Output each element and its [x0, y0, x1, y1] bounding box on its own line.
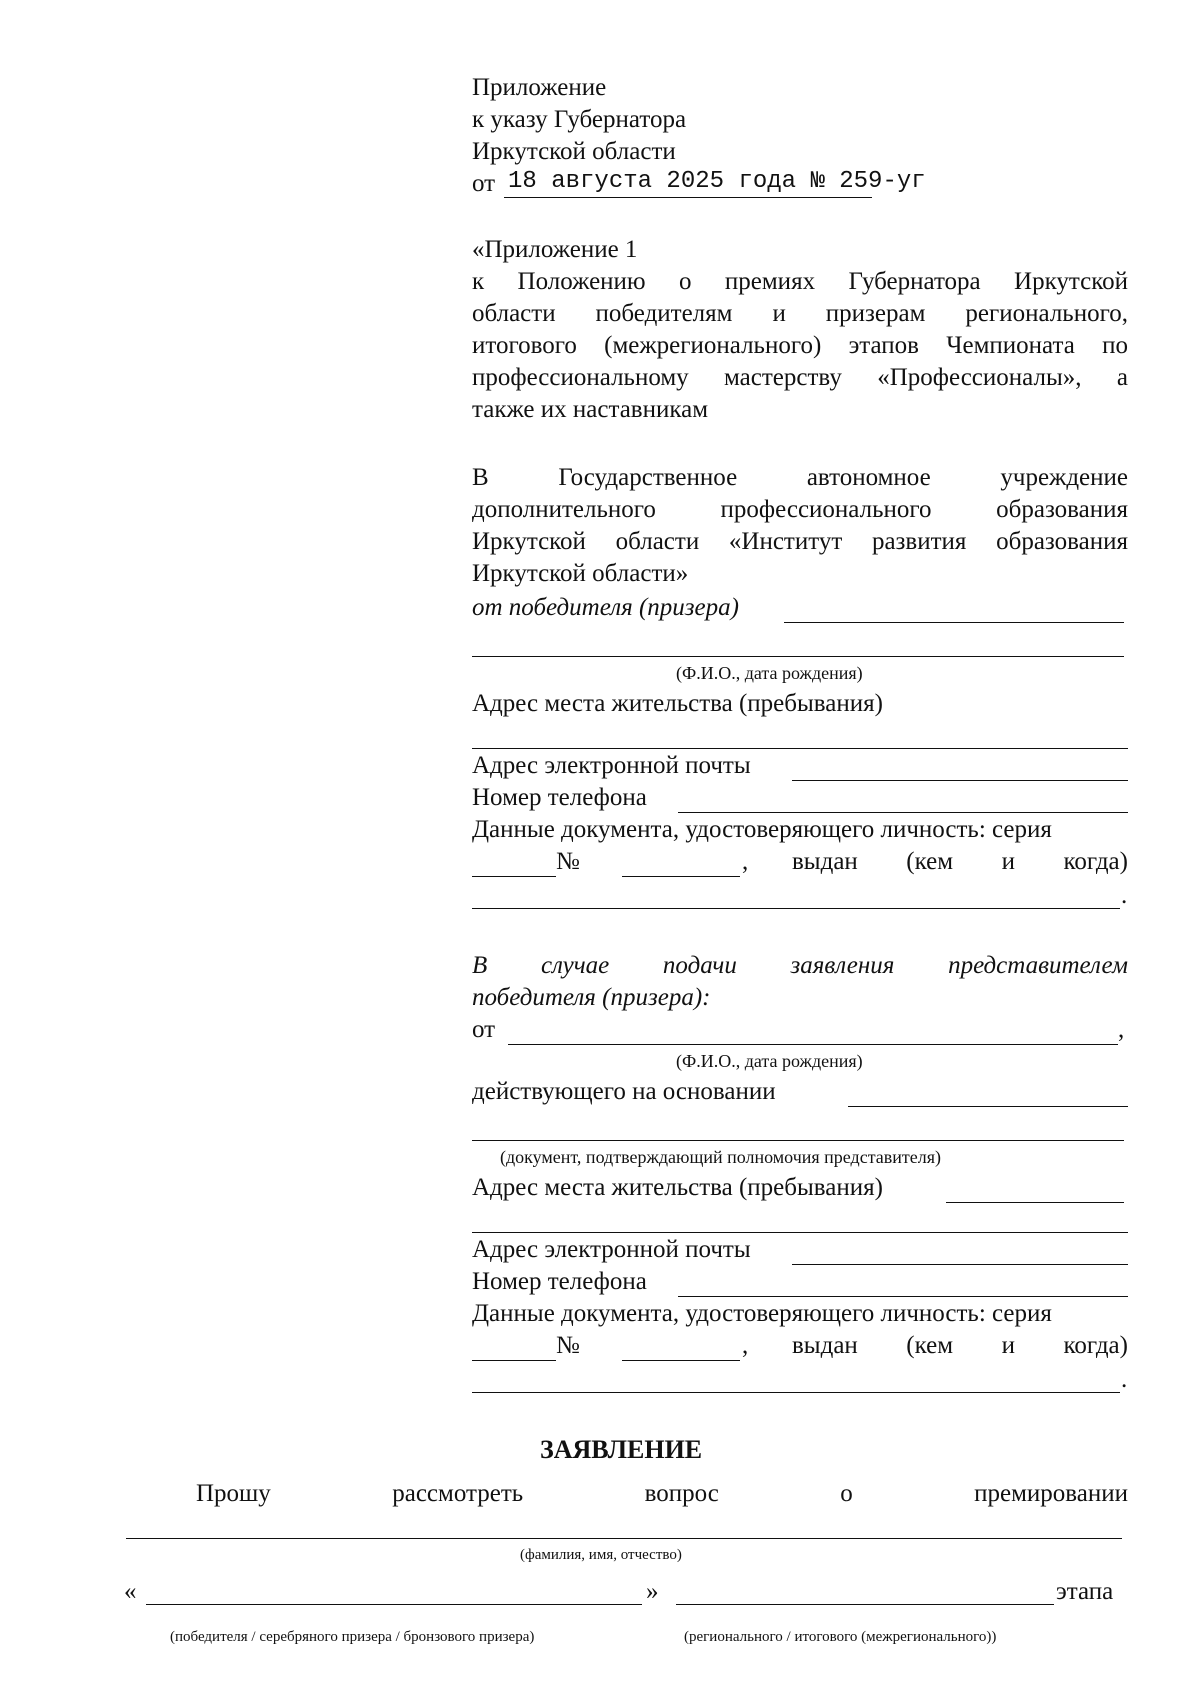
statement-rank-field[interactable] [146, 1604, 642, 1605]
representative-intro-line-2: победителя (призера): [472, 984, 711, 1011]
winner-end-dot: . [1121, 882, 1128, 909]
representative-address-field[interactable] [946, 1202, 1124, 1203]
appendix-para-line-4: профессиональному мастерству «Профессионалы», а [472, 364, 1128, 391]
statement-stage-field[interactable] [676, 1604, 1054, 1605]
representative-basis-field-2[interactable] [472, 1140, 1124, 1141]
representative-end-dot: . [1121, 1366, 1128, 1393]
appendix-para-last: также их наставникам [472, 396, 709, 423]
representative-basis-label: действующего на основании [472, 1078, 776, 1105]
winner-phone-label: Номер телефона [472, 784, 647, 811]
statement-open-quote: « [124, 1578, 137, 1605]
representative-basis-field[interactable] [848, 1106, 1128, 1107]
representative-address-field-2[interactable] [472, 1232, 1128, 1233]
representative-series-field[interactable] [472, 1360, 556, 1361]
winner-number-sign: № [556, 848, 580, 875]
representative-email-label: Адрес электронной почты [472, 1236, 751, 1263]
representative-number-field[interactable] [622, 1360, 740, 1361]
representative-number-sign: № [556, 1332, 580, 1359]
header-line-1: Приложение [472, 74, 607, 101]
recipient-line-3: Иркутской области «Институт развития образования [472, 528, 1128, 555]
representative-phone-field[interactable] [678, 1296, 1128, 1297]
statement-close-quote: » [646, 1578, 659, 1605]
winner-phone-field[interactable] [678, 812, 1128, 813]
statement-first-line: Прошу рассмотреть вопрос о премировании [196, 1480, 1128, 1507]
header-date-prefix: от [472, 170, 496, 197]
appendix-para-line-3: итогового (межрегионального) этапов Чемпионата по [472, 332, 1128, 359]
winner-issued-text: выдан (кем и когда) [792, 848, 1128, 875]
header-date-value: 18 августа 2025 года № 259-уг [508, 168, 926, 195]
representative-fio-hint: (Ф.И.О., дата рождения) [676, 1051, 863, 1071]
winner-email-label: Адрес электронной почты [472, 752, 751, 779]
statement-name-field[interactable] [126, 1538, 1122, 1539]
winner-from-label: от победителя (призера) [472, 594, 739, 621]
winner-number-comma: , [742, 848, 749, 875]
header-line-3: Иркутской области [472, 138, 676, 165]
winner-issued-field[interactable] [472, 908, 1120, 909]
recipient-line-2: дополнительного профессионального образования [472, 496, 1128, 523]
winner-series-field[interactable] [472, 876, 556, 877]
winner-number-field[interactable] [622, 876, 740, 877]
representative-issued-text: выдан (кем и когда) [792, 1332, 1128, 1359]
representative-intro-line-1: В случае подачи заявления представителем [472, 952, 1128, 979]
recipient-line-4: Иркутской области» [472, 560, 689, 587]
recipient-line-1: В Государственное автономное учреждение [472, 464, 1128, 491]
statement-stage-word: этапа [1056, 1578, 1114, 1605]
representative-doc-label: Данные документа, удостоверяющего личность: серия [472, 1300, 1052, 1327]
statement-rank-hint: (победителя / серебряного призера / бронзового призера) [170, 1629, 535, 1645]
representative-phone-label: Номер телефона [472, 1268, 647, 1295]
winner-address-label: Адрес места жительства (пребывания) [472, 690, 883, 717]
appendix-para-line-1: к Положению о премиях Губернатора Иркутской [472, 268, 1128, 295]
winner-email-field[interactable] [792, 780, 1128, 781]
appendix-para-line-2: области победителям и призерам регионального, [472, 300, 1128, 327]
representative-from-label: от [472, 1016, 496, 1043]
representative-number-comma: , [742, 1332, 749, 1359]
winner-fio-hint: (Ф.И.О., дата рождения) [676, 663, 863, 683]
representative-email-field[interactable] [792, 1264, 1128, 1265]
statement-title: ЗАЯВЛЕНИЕ [540, 1435, 703, 1464]
representative-name-field[interactable] [508, 1044, 1118, 1045]
representative-basis-hint: (документ, подтверждающий полномочия представителя) [500, 1147, 942, 1167]
date-underline [504, 197, 872, 198]
statement-name-hint: (фамилия, имя, отчество) [520, 1547, 682, 1563]
statement-stage-hint: (регионального / итогового (межрегионального)) [684, 1629, 997, 1645]
winner-name-field-2[interactable] [472, 656, 1124, 657]
winner-name-field[interactable] [784, 622, 1124, 623]
representative-issued-field[interactable] [472, 1392, 1120, 1393]
winner-doc-label: Данные документа, удостоверяющего личность: серия [472, 816, 1052, 843]
representative-address-label: Адрес места жительства (пребывания) [472, 1174, 883, 1201]
header-line-2: к указу Губернатора [472, 106, 687, 133]
representative-end-comma: , [1118, 1016, 1125, 1043]
winner-address-field[interactable] [472, 748, 1128, 749]
appendix-title: «Приложение 1 [472, 236, 638, 263]
